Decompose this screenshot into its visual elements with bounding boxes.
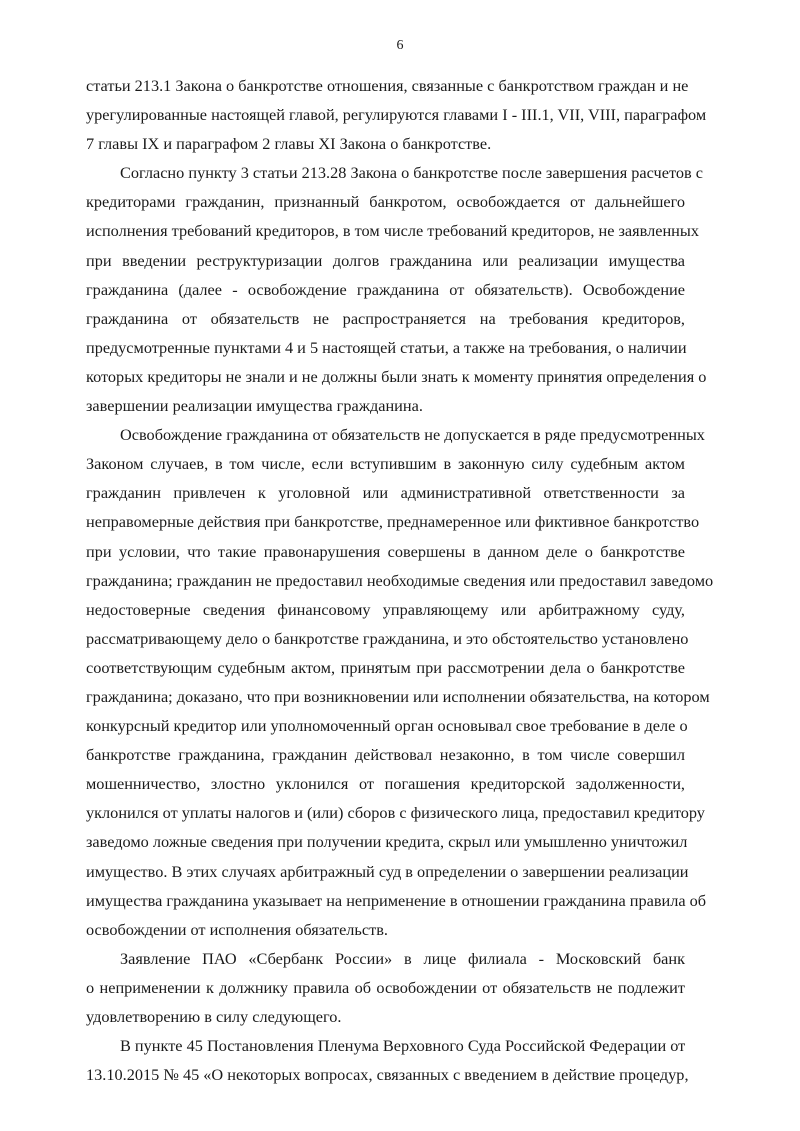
text-line: исполнения требований кредиторов, в том числе требований кредиторов, не заявленных bbox=[86, 221, 699, 241]
text-line: Законом случаев, в том числе, если вступившим в законную силу судебным актом bbox=[86, 454, 685, 474]
text-line: при введении реструктуризации долгов гражданина или реализации имущества bbox=[86, 250, 685, 270]
text-line: имущество. В этих случаях арбитражный суд в определении о завершении реализации bbox=[86, 861, 689, 881]
text-line: предусмотренные пунктами 4 и 5 настоящей статьи, а также на требования, о наличии bbox=[86, 337, 687, 357]
text-line: Согласно пункту 3 статьи 213.28 Закона о банкротстве после завершения расчетов с bbox=[120, 163, 703, 183]
text-line: урегулированные настоящей главой, регулируются главами I - III.1, VII, VIII, параграфом bbox=[86, 105, 707, 125]
text-line: гражданина от обязательств не распространяется на требования кредиторов, bbox=[86, 308, 685, 328]
text-line: мошенничество, злостно уклонился от погашения кредиторской задолженности, bbox=[86, 774, 685, 794]
text-line: которых кредиторы не знали и не должны были знать к моменту принятия определения о bbox=[86, 366, 707, 386]
text-line: уклонился от уплаты налогов и (или) сборов с физического лица, предоставил кредитору bbox=[86, 803, 705, 823]
text-line: конкурсный кредитор или уполномоченный орган основывал свое требование в деле о bbox=[86, 716, 688, 736]
text-line: рассматривающему дело о банкротстве гражданина, и это обстоятельство установлено bbox=[86, 628, 689, 648]
text-line: удовлетворению в силу следующего. bbox=[86, 1007, 342, 1026]
page-number: 6 bbox=[396, 38, 404, 53]
text-line: 13.10.2015 № 45 «О некоторых вопросах, связанных с введением в действие процедур, bbox=[86, 1065, 689, 1085]
text-line: освобождении от исполнения обязательств. bbox=[86, 919, 388, 939]
text-line: Заявление ПАО «Сбербанк России» в лице филиала - Московский банк bbox=[120, 948, 685, 968]
text-line: завершении реализации имущества гражданина. bbox=[86, 396, 423, 416]
text-line: статьи 213.1 Закона о банкротстве отношения, связанные с банкротством граждан и не bbox=[86, 76, 689, 95]
text-line: гражданина; доказано, что при возникновении или исполнении обязательства, на котором bbox=[86, 686, 710, 706]
text-line: Освобождение гражданина от обязательств не допускается в ряде предусмотренных bbox=[120, 425, 705, 445]
text-line: гражданин привлечен к уголовной или административной ответственности за bbox=[86, 483, 685, 503]
text-line: неправомерные действия при банкротстве, преднамеренное или фиктивное банкротство bbox=[86, 512, 700, 532]
text-line: В пункте 45 Постановления Пленума Верховного Суда Российской Федерации от bbox=[120, 1036, 686, 1056]
text-line: кредиторами гражданин, признанный банкротом, освобождается от дальнейшего bbox=[86, 192, 685, 212]
text-line: гражданина; гражданин не предоставил необходимые сведения или предоставил заведомо bbox=[86, 570, 714, 590]
text-line: 7 главы IX и параграфом 2 главы XI Закона о банкротстве. bbox=[86, 134, 492, 154]
text-line: имущества гражданина указывает на неприменение в отношении гражданина правила об bbox=[86, 890, 707, 910]
text-line: гражданина (далее - освобождение гражданина от обязательств). Освобождение bbox=[86, 279, 685, 299]
text-line: недостоверные сведения финансовому управляющему или арбитражному суду, bbox=[86, 599, 685, 619]
text-line: соответствующим судебным актом, принятым при рассмотрении дела о банкротстве bbox=[86, 657, 685, 677]
document-body bbox=[86, 71, 714, 1089]
text-line: заведомо ложные сведения при получении кредита, скрыл или умышленно уничтожил bbox=[86, 832, 688, 852]
text-line: банкротстве гражданина, гражданин действовал незаконно, в том числе совершил bbox=[86, 745, 685, 765]
text-line: при условии, что такие правонарушения совершены в данном деле о банкротстве bbox=[86, 541, 685, 561]
text-line: о неприменении к должнику правила об освобождении от обязательств не подлежит bbox=[86, 977, 685, 997]
